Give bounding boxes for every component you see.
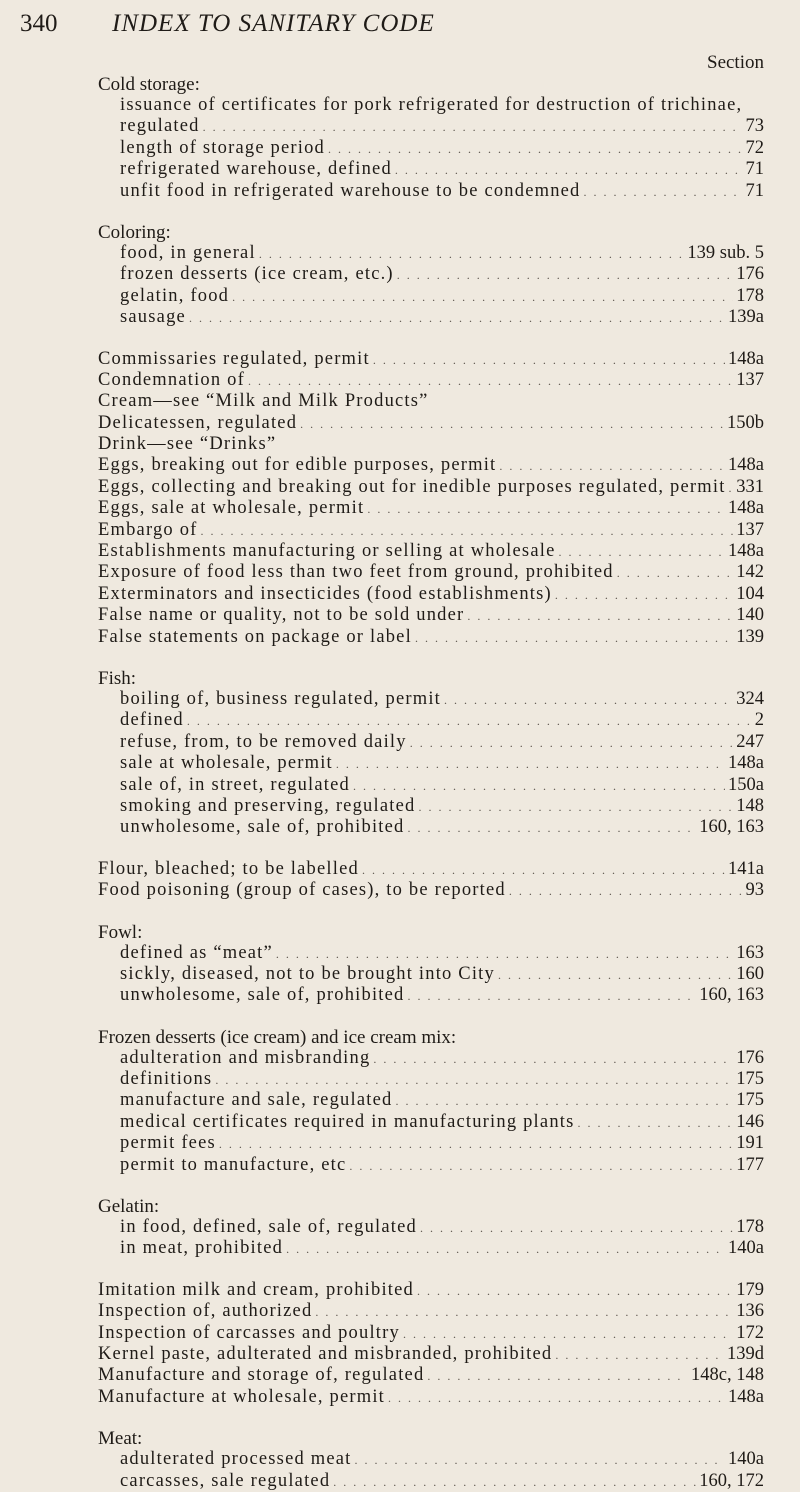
leader-dots xyxy=(509,881,743,901)
entry-text: sickly, diseased, not to be brought into City xyxy=(120,963,495,984)
section-ref: 176 xyxy=(736,264,764,285)
leader-dots xyxy=(353,776,725,796)
index-heading: Frozen desserts (ice cream) and ice cream mix: xyxy=(98,1026,457,1048)
section-ref: 148a xyxy=(728,455,764,476)
index-heading: Coloring: xyxy=(98,221,171,243)
section-ref: 148a xyxy=(728,753,764,774)
section-ref: 150b xyxy=(727,412,764,433)
entry-text: unfit food in refrigerated warehouse to be condemned xyxy=(120,180,581,201)
section-ref: 146 xyxy=(736,1111,764,1132)
entry-text: Embargo of xyxy=(98,519,198,540)
entry-text: food, in general xyxy=(120,242,256,263)
index-entry xyxy=(98,520,764,541)
index-entry xyxy=(98,1449,764,1470)
index-entry xyxy=(98,391,764,412)
index-entry xyxy=(98,859,764,880)
section-ref: 142 xyxy=(736,562,764,583)
section-ref: 139d xyxy=(727,1343,764,1364)
index-entry xyxy=(98,1238,764,1259)
leader-dots xyxy=(395,160,743,180)
entry-text: defined as “meat” xyxy=(120,942,273,963)
entry-text: manufacture and sale, regulated xyxy=(120,1090,393,1111)
entry-text: Condemnation of xyxy=(98,369,245,390)
section-ref: 160, 163 xyxy=(699,817,764,838)
index-entry xyxy=(98,1471,764,1492)
index-entry xyxy=(98,775,764,796)
section-ref: 71 xyxy=(745,180,764,201)
index-entry xyxy=(98,605,764,626)
index-entry xyxy=(98,753,764,774)
entry-text: issuance of certificates for pork refrigerated for destruction of trichinae, xyxy=(120,95,743,115)
index-entry xyxy=(98,1280,764,1301)
index-entries xyxy=(98,74,764,1492)
entry-text: Eggs, breaking out for edible purposes, permit xyxy=(98,455,497,476)
section-ref: 150a xyxy=(728,774,764,795)
entry-text: Manufacture at wholesale, permit xyxy=(98,1386,386,1407)
leader-dots xyxy=(355,1450,726,1470)
section-ref: 179 xyxy=(736,1279,764,1300)
index-group xyxy=(98,349,764,648)
leader-dots xyxy=(415,628,733,648)
entry-text: medical certificates required in manufacturing plants xyxy=(120,1111,575,1132)
index-entry xyxy=(98,796,764,817)
entry-text: Flour, bleached; to be labelled xyxy=(98,858,359,879)
entry-text: Eggs, collecting and breaking out for inedible purposes regulated, permit xyxy=(98,476,726,497)
section-ref: 148a xyxy=(728,348,764,369)
index-entry xyxy=(98,964,764,985)
index-entry xyxy=(98,943,764,964)
page-header xyxy=(0,6,800,46)
index-entry xyxy=(98,1301,764,1322)
index-entry xyxy=(98,627,764,648)
entry-text: Manufacture and storage of, regulated xyxy=(98,1365,425,1386)
entry-text: Drink—see “Drinks” xyxy=(98,434,277,455)
leader-dots xyxy=(300,414,724,434)
leader-dots xyxy=(444,690,733,710)
index-entry xyxy=(98,710,764,731)
entry-text: boiling of, business regulated, permit xyxy=(120,688,441,709)
entry-text: Exposure of food less than two feet from ground, prohibited xyxy=(98,562,614,583)
index-group xyxy=(98,1280,764,1408)
section-ref: 140a xyxy=(728,1449,764,1470)
entry-text: smoking and preserving, regulated xyxy=(120,795,416,816)
section-ref: 160 xyxy=(736,963,764,984)
entry-text: in meat, prohibited xyxy=(120,1238,284,1259)
section-ref: 137 xyxy=(736,369,764,390)
section-ref: 104 xyxy=(736,583,764,604)
index-heading: Cold storage: xyxy=(98,74,200,95)
entry-text: Delicatessen, regulated xyxy=(98,412,298,433)
index-group xyxy=(98,668,764,839)
entry-text: unwholesome, sale of, prohibited xyxy=(120,817,405,838)
section-ref: 191 xyxy=(736,1133,764,1154)
leader-dots xyxy=(555,1345,724,1365)
index-entry xyxy=(98,138,764,159)
entry-text: adulteration and misbranding xyxy=(120,1047,371,1068)
section-ref: 139a xyxy=(728,307,764,328)
section-ref: 71 xyxy=(745,159,764,180)
entry-text: Inspection of carcasses and poultry xyxy=(98,1322,400,1343)
entry-text: defined xyxy=(120,710,184,731)
section-ref: 140a xyxy=(728,1238,764,1259)
leader-dots xyxy=(276,944,733,964)
leader-dots xyxy=(729,478,734,498)
leader-dots xyxy=(315,1302,733,1322)
leader-dots xyxy=(617,563,734,583)
section-ref: 177 xyxy=(736,1154,764,1175)
leader-dots xyxy=(248,371,733,391)
section-ref: 178 xyxy=(736,1217,764,1238)
index-entry xyxy=(98,1048,764,1069)
index-entry xyxy=(98,264,764,285)
index-entry xyxy=(98,455,764,476)
section-ref: 148a xyxy=(728,1386,764,1407)
entry-text: sale of, in street, regulated xyxy=(120,774,350,795)
index-entry xyxy=(98,880,764,901)
entry-text: carcasses, sale regulated xyxy=(120,1470,331,1491)
index-entry xyxy=(98,1365,764,1386)
leader-dots xyxy=(373,350,725,370)
index-entry xyxy=(98,413,764,434)
index-entry xyxy=(98,434,764,455)
leader-dots xyxy=(578,1113,734,1133)
section-ref: 148a xyxy=(728,498,764,519)
section-ref: 140 xyxy=(736,605,764,626)
section-ref: 139 sub. 5 xyxy=(687,242,764,263)
section-ref: 141a xyxy=(728,858,764,879)
index-heading: Gelatin: xyxy=(98,1196,160,1218)
entry-text: in food, defined, sale of, regulated xyxy=(120,1217,417,1238)
leader-dots xyxy=(427,1366,688,1386)
leader-dots xyxy=(259,244,685,264)
entry-text: Exterminators and insecticides (food establishments) xyxy=(98,583,552,604)
entry-text: frozen desserts (ice cream, etc.) xyxy=(120,264,394,285)
index-entry xyxy=(98,1133,764,1154)
entry-text: False statements on package or label xyxy=(98,626,412,647)
index-heading: Fish: xyxy=(98,667,137,689)
index-entry xyxy=(98,541,764,562)
index-group xyxy=(98,859,764,902)
leader-dots xyxy=(410,733,734,753)
section-ref: 163 xyxy=(736,942,764,963)
index-entry xyxy=(98,477,764,498)
entry-text: Establishments manufacturing or selling at wholesale xyxy=(98,541,556,562)
index-heading: Fowl: xyxy=(98,921,143,943)
leader-dots xyxy=(336,754,725,774)
leader-dots xyxy=(362,860,725,880)
leader-dots xyxy=(367,499,725,519)
leader-dots xyxy=(373,1049,733,1069)
index-entry xyxy=(98,1387,764,1408)
index-entry xyxy=(98,116,764,137)
entry-text: permit fees xyxy=(120,1133,216,1154)
index-entry xyxy=(98,307,764,328)
leader-dots xyxy=(498,965,733,985)
index-entry xyxy=(98,243,764,264)
leader-dots xyxy=(203,117,743,137)
index-entry xyxy=(98,349,764,370)
leader-dots xyxy=(467,606,733,626)
section-ref: 160, 163 xyxy=(699,985,764,1006)
index-entry xyxy=(98,95,764,116)
section-ref: 139 xyxy=(736,626,764,647)
index-entry xyxy=(98,689,764,710)
entry-text: unwholesome, sale of, prohibited xyxy=(120,985,405,1006)
section-ref: 72 xyxy=(745,137,764,158)
index-entry xyxy=(98,498,764,519)
entry-text: refrigerated warehouse, defined xyxy=(120,159,392,180)
section-ref: 137 xyxy=(736,519,764,540)
leader-dots xyxy=(417,1281,733,1301)
leader-dots xyxy=(408,986,697,1006)
index-entry xyxy=(98,732,764,753)
leader-dots xyxy=(388,1388,725,1408)
section-ref: 148c, 148 xyxy=(691,1365,764,1386)
entry-text: length of storage period xyxy=(120,137,326,158)
index-entry xyxy=(98,286,764,307)
section-ref: 160, 172 xyxy=(699,1470,764,1491)
entry-text: gelatin, food xyxy=(120,285,230,306)
leader-dots xyxy=(232,287,733,307)
section-ref: 175 xyxy=(736,1090,764,1111)
leader-dots xyxy=(328,139,742,159)
page-number: 340 xyxy=(20,10,58,37)
section-ref: 176 xyxy=(736,1047,764,1068)
entry-text: permit to manufacture, etc xyxy=(120,1154,347,1175)
leader-dots xyxy=(219,1134,733,1154)
leader-dots xyxy=(215,1070,733,1090)
leader-dots xyxy=(403,1324,733,1344)
leader-dots xyxy=(189,308,725,328)
index-entry xyxy=(98,584,764,605)
leader-dots xyxy=(555,585,733,605)
index-entry xyxy=(98,1155,764,1176)
section-ref: 2 xyxy=(754,710,764,731)
leader-dots xyxy=(333,1472,696,1492)
index-entry xyxy=(98,1344,764,1365)
entry-text: Cream—see “Milk and Milk Products” xyxy=(98,391,429,412)
section-ref: 172 xyxy=(736,1322,764,1343)
index-entry xyxy=(98,1090,764,1111)
entry-text: False name or quality, not to be sold under xyxy=(98,605,465,626)
entry-text: Eggs, sale at wholesale, permit xyxy=(98,498,365,519)
leader-dots xyxy=(408,818,697,838)
index-entry xyxy=(98,985,764,1006)
entry-text: refuse, from, to be removed daily xyxy=(120,731,407,752)
section-ref: 175 xyxy=(736,1069,764,1090)
leader-dots xyxy=(418,797,733,817)
section-ref: 136 xyxy=(736,1301,764,1322)
index-entry xyxy=(98,181,764,202)
leader-dots xyxy=(286,1239,725,1259)
index-group xyxy=(98,1027,764,1176)
index-group xyxy=(98,922,764,1007)
section-column-label: Section xyxy=(707,52,764,73)
leader-dots xyxy=(201,521,734,541)
section-ref: 148 xyxy=(736,795,764,816)
running-title: INDEX TO SANITARY CODE xyxy=(112,10,435,37)
entry-text: Commissaries regulated, permit xyxy=(98,348,370,369)
index-group xyxy=(98,1428,764,1492)
section-ref: 247 xyxy=(736,731,764,752)
leader-dots xyxy=(584,182,743,202)
index-entry xyxy=(98,159,764,180)
index-heading: Meat: xyxy=(98,1428,143,1450)
index-entry xyxy=(98,370,764,391)
entry-text: sale at wholesale, permit xyxy=(120,753,333,774)
index-entry xyxy=(98,1217,764,1238)
index-entry xyxy=(98,1069,764,1090)
section-ref: 148a xyxy=(728,541,764,562)
entry-text: sausage xyxy=(120,307,186,328)
entry-text: definitions xyxy=(120,1069,213,1090)
index-entry xyxy=(98,562,764,583)
leader-dots xyxy=(420,1218,733,1238)
entry-text: Kernel paste, adulterated and misbranded, prohibited xyxy=(98,1343,553,1364)
index-entry xyxy=(98,1323,764,1344)
entry-text: adulterated processed meat xyxy=(120,1449,352,1470)
entry-text: Food poisoning (group of cases), to be reported xyxy=(98,880,506,901)
leader-dots xyxy=(395,1091,733,1111)
leader-dots xyxy=(499,456,725,476)
leader-dots xyxy=(559,542,726,562)
section-ref: 331 xyxy=(736,476,764,497)
index-entry xyxy=(98,1112,764,1133)
section-ref: 73 xyxy=(745,116,764,137)
leader-dots xyxy=(349,1156,733,1176)
entry-text: regulated xyxy=(120,116,200,137)
section-ref: 93 xyxy=(745,880,764,901)
section-ref: 178 xyxy=(736,285,764,306)
index-group xyxy=(98,1196,764,1260)
entry-text: Imitation milk and cream, prohibited xyxy=(98,1279,415,1300)
entry-text: Inspection of, authorized xyxy=(98,1301,313,1322)
leader-dots xyxy=(397,265,733,285)
leader-dots xyxy=(187,711,752,731)
section-ref: 324 xyxy=(736,688,764,709)
index-group xyxy=(98,222,764,329)
index-entry xyxy=(98,817,764,838)
index-group xyxy=(98,74,764,202)
